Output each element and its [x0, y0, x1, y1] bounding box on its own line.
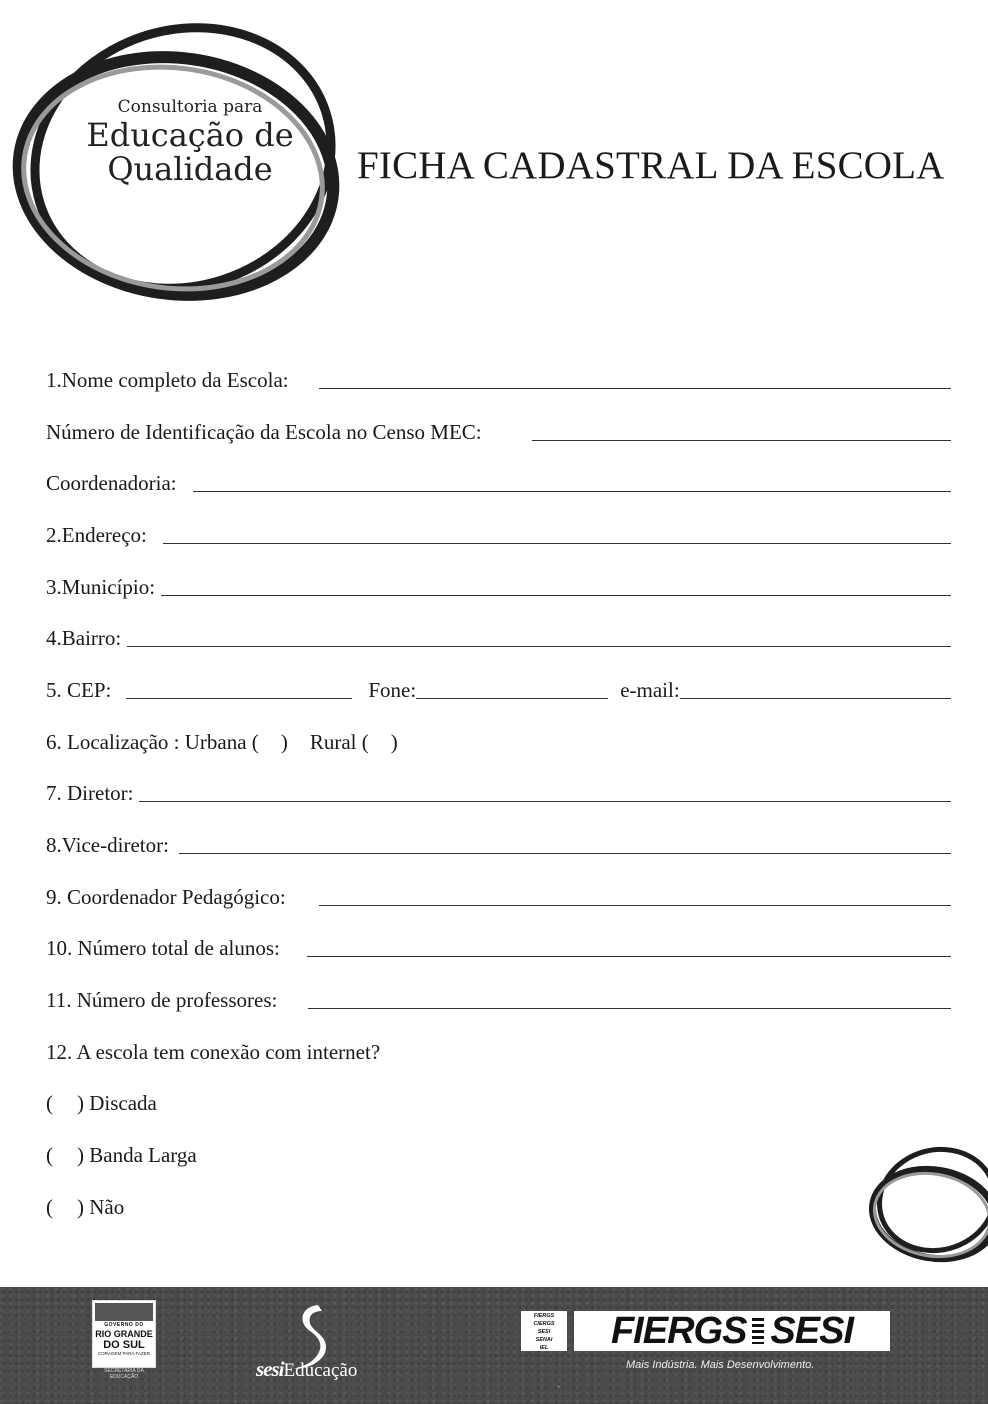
- footer-mark: -: [557, 1382, 560, 1391]
- sesi-wordmark: sesi: [256, 1357, 284, 1381]
- field-censo: [46, 414, 951, 444]
- label-banda-larga: ) Banda Larga: [77, 1143, 197, 1167]
- label-fone: Fone:: [368, 678, 417, 702]
- input-line-censo[interactable]: [532, 440, 951, 441]
- logo-text: [60, 96, 320, 186]
- label-localizacao-urbana: 6. Localização : Urbana (: [46, 730, 259, 754]
- decorative-rings-graphic: [862, 1142, 988, 1270]
- label-diretor: 7. Diretor:: [46, 781, 134, 805]
- input-line-coord-pedagogico[interactable]: [319, 905, 951, 906]
- gov-line-4: CORAGEM PARA FAZER: [98, 1351, 150, 1356]
- logo-line-1: Consultoria para: [117, 97, 263, 117]
- input-line-bairro[interactable]: [127, 646, 951, 647]
- option-discada[interactable]: [46, 1085, 951, 1115]
- input-line-endereco[interactable]: [163, 543, 951, 544]
- option-nao[interactable]: [46, 1189, 951, 1219]
- checkbox-discada[interactable]: (: [46, 1091, 53, 1115]
- checkbox-nao[interactable]: (: [46, 1195, 53, 1219]
- document-title: FICHA CADASTRAL DA ESCOLA: [357, 144, 945, 187]
- label-municipio: 3.Município:: [46, 575, 156, 599]
- checkbox-rural[interactable]: ): [390, 730, 398, 754]
- slogan: Mais Indústria. Mais Desenvolvimento.: [626, 1359, 815, 1371]
- footer-banner: [0, 1287, 988, 1404]
- field-num-professores: [46, 982, 951, 1012]
- label-rural: Rural (: [309, 730, 369, 754]
- input-line-total-alunos[interactable]: [307, 956, 951, 957]
- system-entities-box: [521, 1311, 567, 1351]
- gov-line-3: DO SUL: [103, 1339, 145, 1351]
- label-endereco: 2.Endereço:: [46, 523, 147, 547]
- label-email: e-mail:: [620, 678, 680, 702]
- field-municipio: [46, 569, 951, 599]
- field-vice-diretor: [46, 827, 951, 857]
- label-internet-question: 12. A escola tem conexão com internet?: [46, 1040, 381, 1064]
- logo-line-3: Qualidade: [107, 150, 273, 188]
- input-line-coordenadoria[interactable]: [193, 491, 951, 492]
- sesi-educacao-logo: [256, 1357, 357, 1382]
- entity-fiergs: FIERGS: [533, 1313, 555, 1319]
- label-coordenadoria: Coordenadoria:: [46, 471, 177, 495]
- label-bairro: 4.Bairro:: [46, 626, 122, 650]
- option-banda-larga[interactable]: [46, 1137, 951, 1167]
- input-line-num-professores[interactable]: [308, 1008, 951, 1009]
- checkbox-urbana[interactable]: ): [280, 730, 288, 754]
- label-nao: ) Não: [77, 1195, 125, 1219]
- input-line-fone[interactable]: [416, 698, 608, 699]
- gov-rs-emblem: [95, 1303, 153, 1321]
- field-coord-pedagogico: [46, 879, 951, 909]
- educacao-wordmark: Educação: [283, 1360, 358, 1381]
- field-cep-fone-email: [46, 672, 951, 702]
- label-nome-escola: 1.Nome completo da Escola:: [46, 368, 289, 392]
- label-cep: 5. CEP:: [46, 678, 112, 702]
- logo-separator: [752, 1318, 764, 1344]
- gov-line-1: GOVERNO DO: [104, 1322, 144, 1328]
- entity-sesi: SESI: [537, 1329, 551, 1335]
- fiergs-sesi-logo: [574, 1311, 890, 1351]
- input-line-vice-diretor[interactable]: [179, 853, 951, 854]
- label-coord-pedagogico: 9. Coordenador Pedagógico:: [46, 885, 286, 909]
- label-vice-diretor: 8.Vice-diretor:: [46, 833, 169, 857]
- field-nome-escola: [46, 362, 951, 392]
- fiergs-wordmark: FIERGS: [610, 1309, 747, 1352]
- label-discada: ) Discada: [77, 1091, 157, 1115]
- input-line-nome-escola[interactable]: [319, 388, 951, 389]
- field-localizacao: [46, 724, 951, 754]
- field-internet-question: [46, 1034, 951, 1064]
- entity-ciergs: CIERGS: [533, 1321, 555, 1327]
- field-diretor: [46, 775, 951, 805]
- label-censo: Número de Identificação da Escola no Censo MEC:: [46, 420, 482, 444]
- field-bairro: [46, 620, 951, 650]
- label-total-alunos: 10. Número total de alunos:: [46, 936, 280, 960]
- field-total-alunos: [46, 930, 951, 960]
- input-line-municipio[interactable]: [161, 595, 951, 596]
- gov-line-2: RIO GRANDE: [95, 1329, 153, 1339]
- label-num-professores: 11. Número de professores:: [46, 988, 278, 1012]
- input-line-email[interactable]: [680, 698, 951, 699]
- entity-senai: SENAI: [535, 1337, 553, 1343]
- field-coordenadoria: [46, 465, 951, 495]
- checkbox-banda-larga[interactable]: (: [46, 1143, 53, 1167]
- sesi-wordmark-bold: SESI: [770, 1309, 854, 1352]
- input-line-diretor[interactable]: [139, 801, 951, 802]
- logo-line-2: Educação de: [86, 116, 294, 154]
- gov-rs-logo: [92, 1300, 156, 1368]
- field-endereco: [46, 517, 951, 547]
- entity-iel: IEL: [539, 1345, 549, 1351]
- input-line-cep[interactable]: [126, 698, 352, 699]
- gov-subtitle: SECRETARIA DA EDUCAÇÃO: [104, 1368, 144, 1380]
